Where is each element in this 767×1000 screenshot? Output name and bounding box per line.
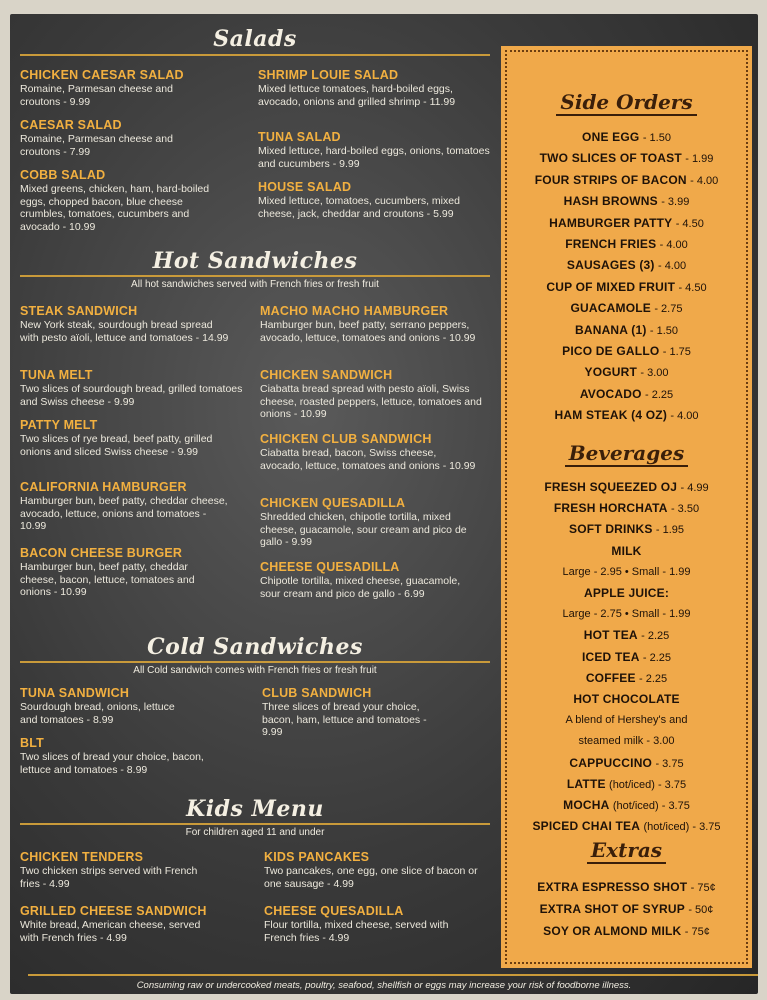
beverages-row bbox=[507, 671, 746, 687]
row-price: - 4.00 bbox=[657, 260, 687, 273]
hot-sandwiches-header bbox=[10, 248, 500, 290]
row-price: - 2.25 bbox=[641, 630, 670, 643]
item-desc: Sourdough bread, onions, lettuce and tomatoes - 8.99 bbox=[20, 701, 175, 726]
item-name: TUNA SANDWICH bbox=[20, 686, 130, 700]
item-name: COBB SALAD bbox=[20, 168, 106, 182]
row-price: - 1.75 bbox=[662, 346, 691, 358]
item-desc: Hamburger bun, beef patty, cheddar cheese, avocado, lettuce, onions and tomatoes - 10.99 bbox=[20, 495, 228, 532]
item-desc: Ciabatta bread, bacon, Swiss cheese, avocado, lettuce, tomatoes and onions - 10.99 bbox=[260, 447, 476, 472]
row-name: SPICED CHAI TEA bbox=[532, 819, 641, 834]
row-name: HOT CHOCOLATE bbox=[573, 692, 680, 706]
beverages-row bbox=[507, 607, 746, 622]
row-price: - 75¢ bbox=[684, 926, 710, 938]
item-name: CHEESE QUESADILLA bbox=[260, 560, 400, 574]
menu-item bbox=[20, 368, 250, 408]
menu-item bbox=[20, 546, 250, 599]
item-desc: Two pancakes, one egg, one slice of bacon or one sausage - 4.99 bbox=[264, 865, 478, 890]
row-price: - 4.00 bbox=[690, 174, 719, 187]
item-name: PATTY MELT bbox=[20, 418, 98, 432]
row-name: TWO SLICES OF TOAST bbox=[539, 151, 682, 166]
row-price: - 1.95 bbox=[655, 524, 685, 537]
item-desc: Flour tortilla, mixed cheese, served with French fries - 4.99 bbox=[264, 919, 449, 944]
row-name: MOCHA bbox=[563, 798, 610, 812]
cold-sandwiches-title: Cold Sandwiches bbox=[147, 634, 363, 660]
item-desc: Mixed lettuce tomatoes, hard-boiled eggs, avocado, onions and grilled shrimp - 11.99 bbox=[258, 83, 456, 108]
row-price: - 1.99 bbox=[685, 153, 714, 166]
item-desc: Two slices of bread your choice, bacon, lettuce and tomatoes - 8.99 bbox=[20, 751, 204, 776]
row-name: CAPPUCCINO bbox=[569, 755, 653, 770]
extras-title-text: Extras bbox=[587, 838, 666, 864]
sides-row bbox=[507, 387, 746, 403]
item-name: TUNA SALAD bbox=[258, 130, 341, 144]
row-name: HAMBURGER PATTY bbox=[549, 215, 673, 230]
row-price: Large - 2.75 • Small - 1.99 bbox=[562, 608, 691, 621]
sides-row bbox=[507, 280, 746, 296]
beverages-row bbox=[507, 565, 746, 580]
side-orders-title bbox=[507, 90, 746, 114]
menu-item bbox=[20, 304, 250, 344]
kids-menu-title: Kids Menu bbox=[186, 796, 324, 822]
row-price: - 4.00 bbox=[670, 410, 699, 423]
row-name: SAUSAGES (3) bbox=[566, 258, 655, 273]
row-price: - 2.25 bbox=[639, 672, 668, 685]
item-desc: Chipotle tortilla, mixed cheese, guacamole, sour cream and pico de gallo - 6.99 bbox=[260, 575, 461, 600]
item-name: CLUB SANDWICH bbox=[262, 686, 372, 700]
beverages-title-text: Beverages bbox=[565, 441, 688, 467]
row-name: AVOCADO bbox=[579, 386, 642, 401]
menu-item bbox=[20, 118, 250, 158]
item-desc: Ciabatta bread spread with pesto aïoli, Swiss cheese, roasted peppers, lettuce, tomatoes and onions - 10.99 bbox=[260, 383, 482, 420]
row-name: EXTRA SHOT OF SYRUP bbox=[539, 902, 685, 916]
sides-row bbox=[507, 151, 746, 167]
sides-row bbox=[507, 237, 746, 253]
row-price: - 2.25 bbox=[642, 651, 672, 664]
item-desc: Shredded chicken, chipotle tortilla, mixed cheese, guacamole, sour cream and pico de gallo - 9.99 bbox=[260, 511, 467, 548]
row-name: FRENCH FRIES bbox=[565, 237, 657, 251]
row-name: PICO DE GALLO bbox=[562, 344, 660, 358]
row-price: - 4.00 bbox=[659, 239, 688, 251]
left-column bbox=[10, 14, 500, 974]
hot-sandwiches-title: Hot Sandwiches bbox=[152, 248, 358, 274]
row-name: ICED TEA bbox=[581, 649, 640, 664]
row-name: EXTRA ESPRESSO SHOT bbox=[537, 880, 688, 894]
beverages-row bbox=[507, 713, 746, 728]
foodborne-disclaimer: Consuming raw or undercooked meats, poultry, seafood, shellfish or eggs may increase your risk of foodborne illness. bbox=[136, 980, 632, 991]
beverages-row bbox=[507, 544, 746, 560]
menu-item bbox=[258, 68, 488, 108]
row-price: - 1.50 bbox=[642, 132, 671, 144]
menu-item bbox=[20, 736, 250, 776]
row-price: - 3.99 bbox=[661, 196, 690, 209]
item-name: CAESAR SALAD bbox=[20, 118, 122, 132]
row-name: BANANA (1) bbox=[574, 322, 647, 337]
sides-row bbox=[507, 323, 746, 339]
row-name: MILK bbox=[611, 543, 642, 558]
beverages-row bbox=[507, 692, 746, 708]
row-name: SOFT DRINKS bbox=[568, 522, 653, 537]
beverages-row bbox=[507, 756, 746, 772]
row-name: GUACAMOLE bbox=[570, 301, 651, 316]
item-desc: Mixed greens, chicken, ham, hard-boiled eggs, chopped bacon, blue cheese crumbles, tomatoes, cucumbers and avocado - 10.99 bbox=[20, 183, 210, 233]
item-name: BACON CHEESE BURGER bbox=[20, 546, 183, 560]
salads-title: Salads bbox=[213, 26, 297, 52]
item-desc: Two chicken strips served with French fries - 4.99 bbox=[20, 865, 198, 890]
menu-item bbox=[20, 168, 250, 233]
row-price: - 4.50 bbox=[678, 281, 707, 294]
menu-item bbox=[20, 480, 250, 533]
row-name: APPLE JUICE: bbox=[583, 586, 670, 600]
row-name: CUP OF MIXED FRUIT bbox=[546, 279, 676, 294]
row-name: ONE EGG bbox=[582, 130, 640, 144]
item-name: MACHO MACHO HAMBURGER bbox=[260, 304, 449, 318]
item-desc: Three slices of bread your choice, bacon, ham, lettuce and tomatoes - 9.99 bbox=[262, 701, 427, 738]
menu-item bbox=[258, 180, 488, 220]
row-name: FRESH HORCHATA bbox=[553, 501, 668, 516]
row-price: - 1.50 bbox=[649, 324, 679, 337]
sides-row bbox=[507, 301, 746, 317]
item-name: TUNA MELT bbox=[20, 368, 93, 382]
item-desc: Hamburger bun, beef patty, serrano peppers, avocado, lettuce, tomatoes and onions - 10.99 bbox=[260, 319, 476, 344]
beverages-row bbox=[507, 798, 746, 814]
beverages-row bbox=[507, 501, 746, 517]
row-name: FOUR STRIPS OF BACON bbox=[534, 172, 687, 187]
item-name: CALIFORNIA HAMBURGER bbox=[20, 480, 187, 494]
item-name: HOUSE SALAD bbox=[258, 180, 352, 194]
beverages-title bbox=[507, 441, 746, 465]
menu-board bbox=[10, 14, 758, 994]
hot-rule bbox=[20, 275, 490, 277]
kids-menu-note: For children aged 11 and under bbox=[185, 827, 325, 838]
row-name: LATTE bbox=[566, 776, 606, 791]
row-name: SOY OR ALMOND MILK bbox=[543, 924, 682, 938]
beverages-row bbox=[507, 586, 746, 602]
menu-item bbox=[260, 432, 490, 472]
extras-row bbox=[507, 902, 746, 918]
extras-row bbox=[507, 880, 746, 896]
row-price: - 2.75 bbox=[654, 303, 683, 316]
salads-header bbox=[10, 26, 500, 56]
cold-rule bbox=[20, 661, 490, 663]
extras-title bbox=[507, 838, 746, 862]
item-desc: White bread, American cheese, served with French fries - 4.99 bbox=[20, 919, 201, 944]
item-name: BLT bbox=[20, 736, 44, 750]
row-name: HAM STEAK (4 OZ) bbox=[554, 408, 668, 423]
row-price: - 75¢ bbox=[690, 882, 716, 894]
beverages-row bbox=[507, 480, 746, 496]
row-name: YOGURT bbox=[584, 365, 638, 380]
sides-row bbox=[507, 173, 746, 189]
item-desc: Romaine, Parmesan cheese and croutons - 9.99 bbox=[20, 83, 173, 108]
sides-row bbox=[507, 258, 746, 274]
item-desc: Hamburger bun, beef patty, cheddar cheese, bacon, lettuce, tomatoes and onions - 10.99 bbox=[20, 561, 195, 598]
row-price: A blend of Hershey's and bbox=[565, 714, 688, 727]
row-price: Large - 2.95 • Small - 1.99 bbox=[562, 565, 691, 578]
row-price: - 50¢ bbox=[688, 904, 714, 916]
item-name: CHICKEN CAESAR SALAD bbox=[20, 68, 184, 82]
menu-item bbox=[264, 850, 494, 890]
item-name: STEAK SANDWICH bbox=[20, 304, 138, 318]
row-price: - 3.50 bbox=[670, 503, 700, 516]
row-price: - 3.00 bbox=[640, 367, 669, 380]
sides-row bbox=[507, 408, 746, 424]
kids-menu-header bbox=[10, 796, 500, 838]
hot-sandwiches-note: All hot sandwiches served with French fries or fresh fruit bbox=[131, 279, 379, 290]
sides-row bbox=[507, 216, 746, 232]
menu-item bbox=[20, 904, 250, 944]
row-price: - 2.25 bbox=[645, 388, 674, 401]
side-panel bbox=[505, 50, 748, 964]
kids-rule bbox=[20, 823, 490, 825]
row-price: (hot/iced) - 3.75 bbox=[612, 800, 690, 812]
item-name: CHICKEN TENDERS bbox=[20, 850, 144, 864]
extras-row bbox=[507, 924, 746, 940]
beverages-row bbox=[507, 522, 746, 538]
row-name: COFFEE bbox=[585, 670, 636, 685]
menu-item bbox=[20, 418, 250, 458]
beverages-row bbox=[507, 777, 746, 793]
menu-item bbox=[258, 130, 488, 170]
menu-item bbox=[260, 560, 490, 600]
menu-item bbox=[264, 904, 494, 944]
item-desc: Mixed lettuce, hard-boiled eggs, onions, tomatoes and cucumbers - 9.99 bbox=[258, 145, 490, 170]
item-desc: Two slices of rye bread, beef patty, grilled onions and sliced Swiss cheese - 9.99 bbox=[20, 433, 213, 458]
cold-sandwiches-header bbox=[10, 634, 500, 676]
footer-rule bbox=[28, 974, 758, 976]
menu-item bbox=[260, 496, 490, 549]
item-desc: New York steak, sourdough bread spread with pesto aïoli, lettuce and tomatoes - 14.99 bbox=[20, 319, 229, 344]
menu-item bbox=[20, 686, 250, 726]
beverages-row bbox=[507, 628, 746, 644]
item-desc: Two slices of sourdough bread, grilled tomatoes and Swiss cheese - 9.99 bbox=[20, 383, 243, 408]
beverages-row bbox=[507, 819, 746, 835]
row-price: (hot/iced) - 3.75 bbox=[643, 821, 721, 834]
sides-row bbox=[507, 130, 746, 146]
sides-row bbox=[507, 344, 746, 360]
item-name: CHEESE QUESADILLA bbox=[264, 904, 404, 918]
menu-item bbox=[262, 686, 492, 739]
item-name: CHICKEN CLUB SANDWICH bbox=[260, 432, 432, 446]
item-name: GRILLED CHEESE SANDWICH bbox=[20, 904, 207, 918]
item-desc: Mixed lettuce, tomatoes, cucumbers, mixed cheese, jack, cheddar and croutons - 5.99 bbox=[258, 195, 460, 220]
beverages-row bbox=[507, 650, 746, 666]
row-name: HOT TEA bbox=[583, 628, 638, 643]
beverages-row bbox=[507, 734, 746, 749]
row-price: steamed milk - 3.00 bbox=[578, 735, 675, 748]
item-desc: Romaine, Parmesan cheese and croutons - 7.99 bbox=[20, 133, 173, 158]
sides-row bbox=[507, 365, 746, 381]
menu-item bbox=[260, 304, 490, 344]
side-orders-title-text: Side Orders bbox=[556, 90, 696, 116]
item-name: CHICKEN QUESADILLA bbox=[260, 496, 406, 510]
item-name: SHRIMP LOUIE SALAD bbox=[258, 68, 399, 82]
cold-sandwiches-note: All Cold sandwich comes with French fries or fresh fruit bbox=[133, 665, 377, 676]
salads-rule bbox=[20, 54, 490, 56]
row-price: (hot/iced) - 3.75 bbox=[609, 778, 687, 791]
menu-item bbox=[20, 850, 250, 890]
menu-item bbox=[260, 368, 490, 421]
row-name: HASH BROWNS bbox=[563, 194, 658, 209]
item-name: CHICKEN SANDWICH bbox=[260, 368, 393, 382]
row-price: - 4.50 bbox=[675, 217, 704, 230]
row-name: FRESH SQUEEZED OJ bbox=[544, 480, 678, 494]
sides-row bbox=[507, 194, 746, 210]
item-name: KIDS PANCAKES bbox=[264, 850, 370, 864]
row-price: - 4.99 bbox=[680, 482, 709, 494]
row-price: - 3.75 bbox=[655, 757, 684, 770]
menu-item bbox=[20, 68, 250, 108]
